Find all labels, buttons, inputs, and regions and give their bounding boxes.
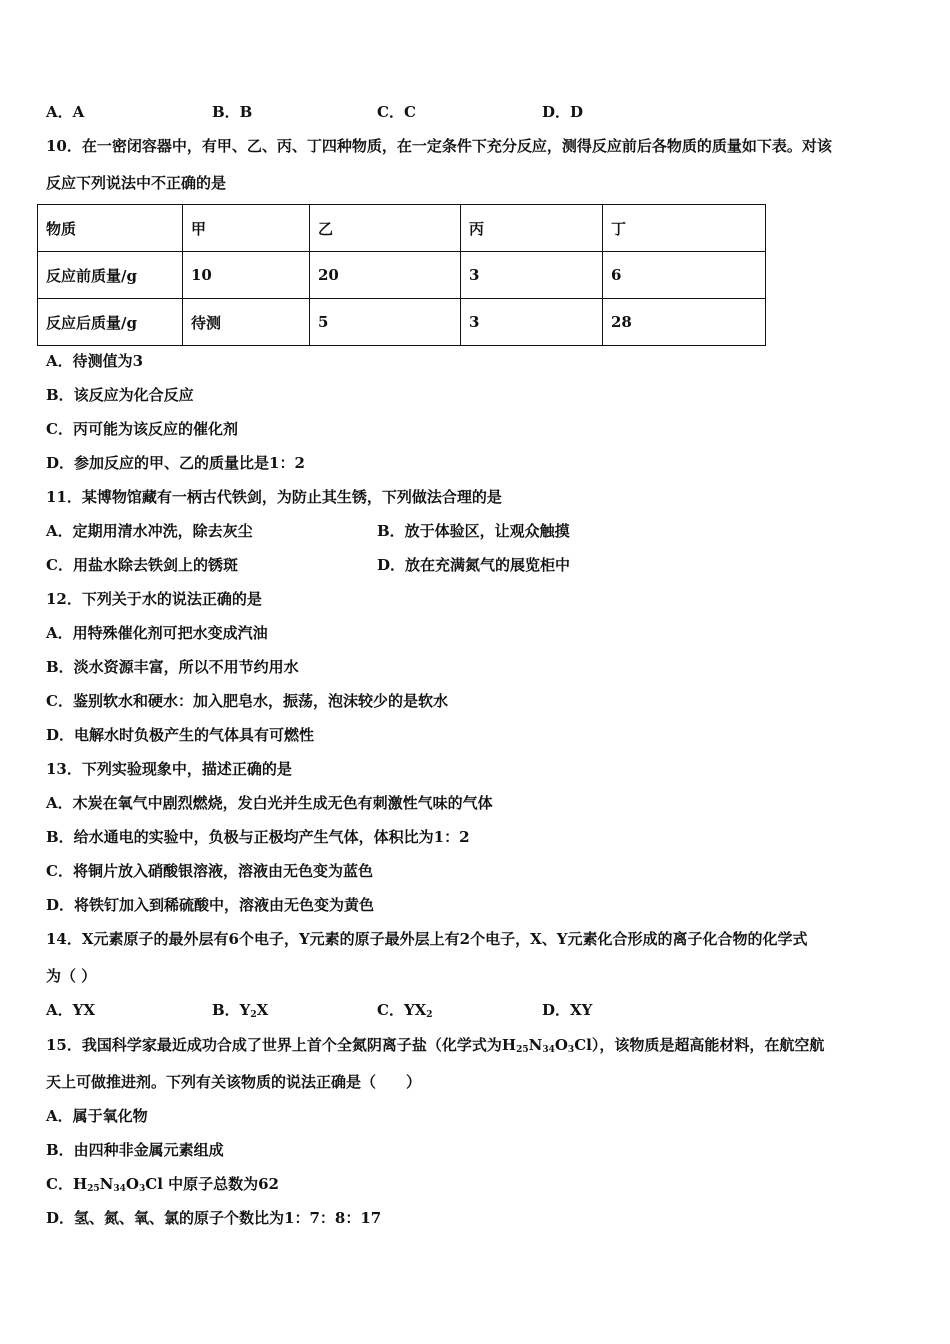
q15-stem-suffix: Cl），该物质是超高能材料，在航空航 [574,1036,825,1054]
q11-option-c: C．用盐水除去铁剑上的锈斑 [46,556,238,574]
q12-stem: 12．下列关于水的说法正确的是 [46,590,262,608]
q14-options [46,1000,886,1020]
q15-stem-line2: 天上可做推进剂。下列有关该物质的说法正确是（ ） [46,1073,422,1091]
q15-subscript-h: 25 [516,1045,529,1055]
q15-option-c-subscript-o: 3 [138,1184,146,1194]
q15-option-c-prefix: C．H [46,1175,88,1193]
q15-stem-line1 [46,1035,824,1060]
q10-option-b: B．该反应为化合反应 [46,386,194,404]
table-cell: 物质 [38,205,183,252]
q9-option-d: D．D [542,103,584,121]
table-row [38,299,766,346]
table-cell: 6 [603,252,766,299]
q14-option-c-subscript: 2 [426,1010,433,1020]
q14-option-b-suffix: X [256,1001,269,1019]
table-row [38,252,766,299]
q11-stem: 11．某博物馆藏有一柄古代铁剑，为防止其生锈，下列做法合理的是 [46,488,502,506]
table-cell: 5 [310,299,461,346]
q9-option-b: B．B [212,103,253,121]
q14-option-b-prefix: B．Y [212,1001,251,1019]
table-cell: 3 [461,299,603,346]
q10-option-d: D．参加反应的甲、乙的质量比是1：2 [46,454,305,472]
q14-option-b [212,1000,268,1025]
q15-subscript-n: 34 [542,1045,555,1055]
q14-option-c [377,1000,433,1025]
q11-option-d: D．放在充满氮气的展览柜中 [377,556,571,574]
q15-option-b: B．由四种非金属元素组成 [46,1141,224,1159]
q13-option-d: D．将铁钉加入到稀硫酸中，溶液由无色变为黄色 [46,896,375,914]
table-cell: 乙 [310,205,461,252]
q9-options [46,102,886,122]
q15-element-n: N [528,1036,543,1054]
q12-option-c: C．鉴别软水和硬水：加入肥皂水，振荡，泡沫较少的是软水 [46,692,448,710]
q15-option-c-element-o: O [125,1175,139,1193]
q10-stem-line1: 10．在一密闭容器中，有甲、乙、丙、丁四种物质，在一定条件下充分反应，测得反应前后各物质的质量如下表。对该 [46,137,832,155]
q11-options-row1 [46,521,886,541]
q11-option-b: B．放于体验区，让观众触摸 [377,522,570,540]
table-cell: 28 [603,299,766,346]
q14-option-a: A．YX [46,1001,95,1019]
table-cell: 待测 [183,299,310,346]
q15-element-o: O [554,1036,568,1054]
q12-option-a: A．用特殊催化剂可把水变成汽油 [46,624,268,642]
table-cell: 丙 [461,205,603,252]
table-cell: 甲 [183,205,310,252]
q13-stem: 13．下列实验现象中，描述正确的是 [46,760,292,778]
table-cell: 丁 [603,205,766,252]
table-header-row [38,205,766,252]
q12-option-d: D．电解水时负极产生的气体具有可燃性 [46,726,315,744]
q14-option-d: D．XY [542,1001,593,1019]
table-cell: 20 [310,252,461,299]
q14-option-c-prefix: C．YX [377,1001,427,1019]
q15-option-c-subscript-n: 34 [113,1184,126,1194]
q14-stem-line2: 为（ ） [46,967,97,985]
q14-option-b-subscript: 2 [250,1010,257,1020]
q11-options-row2 [46,555,886,575]
q10-option-c: C．丙可能为该反应的催化剂 [46,420,238,438]
q9-option-a: A．A [46,103,85,121]
q15-option-a: A．属于氧化物 [46,1107,148,1125]
q9-option-c: C．C [377,103,416,121]
q13-option-a: A．木炭在氧气中剧烈燃烧，发白光并生成无色有刺激性气味的气体 [46,794,493,812]
q15-option-c-suffix: Cl 中原子总数为62 [145,1175,279,1193]
q13-option-b: B．给水通电的实验中，负极与正极均产生气体，体积比为1：2 [46,828,470,846]
q10-option-a: A．待测值为3 [46,352,144,370]
q15-option-c [46,1174,279,1199]
q15-option-c-subscript-h: 25 [87,1184,100,1194]
table-cell: 10 [183,252,310,299]
q11-option-a: A．定期用清水冲洗，除去灰尘 [46,522,253,540]
q15-option-c-element-n: N [99,1175,114,1193]
q13-option-c: C．将铜片放入硝酸银溶液，溶液由无色变为蓝色 [46,862,373,880]
q12-option-b: B．淡水资源丰富，所以不用节约用水 [46,658,299,676]
q15-subscript-o: 3 [567,1045,575,1055]
q15-stem-prefix: 15．我国科学家最近成功合成了世界上首个全氮阴离子盐（化学式为H [46,1036,517,1054]
table-cell: 反应前质量/g [38,252,183,299]
table-cell: 3 [461,252,603,299]
q10-stem-line2: 反应下列说法中不正确的是 [46,174,227,192]
q14-stem-line1: 14．X元素原子的最外层有6个电子，Y元素的原子最外层上有2个电子，X、Y元素化合形成的离子化合物的化学式 [46,930,808,948]
table-cell: 反应后质量/g [38,299,183,346]
q15-option-d: D．氢、氮、氧、氯的原子个数比为1：7：8：17 [46,1209,382,1227]
q10-mass-table [37,204,766,346]
